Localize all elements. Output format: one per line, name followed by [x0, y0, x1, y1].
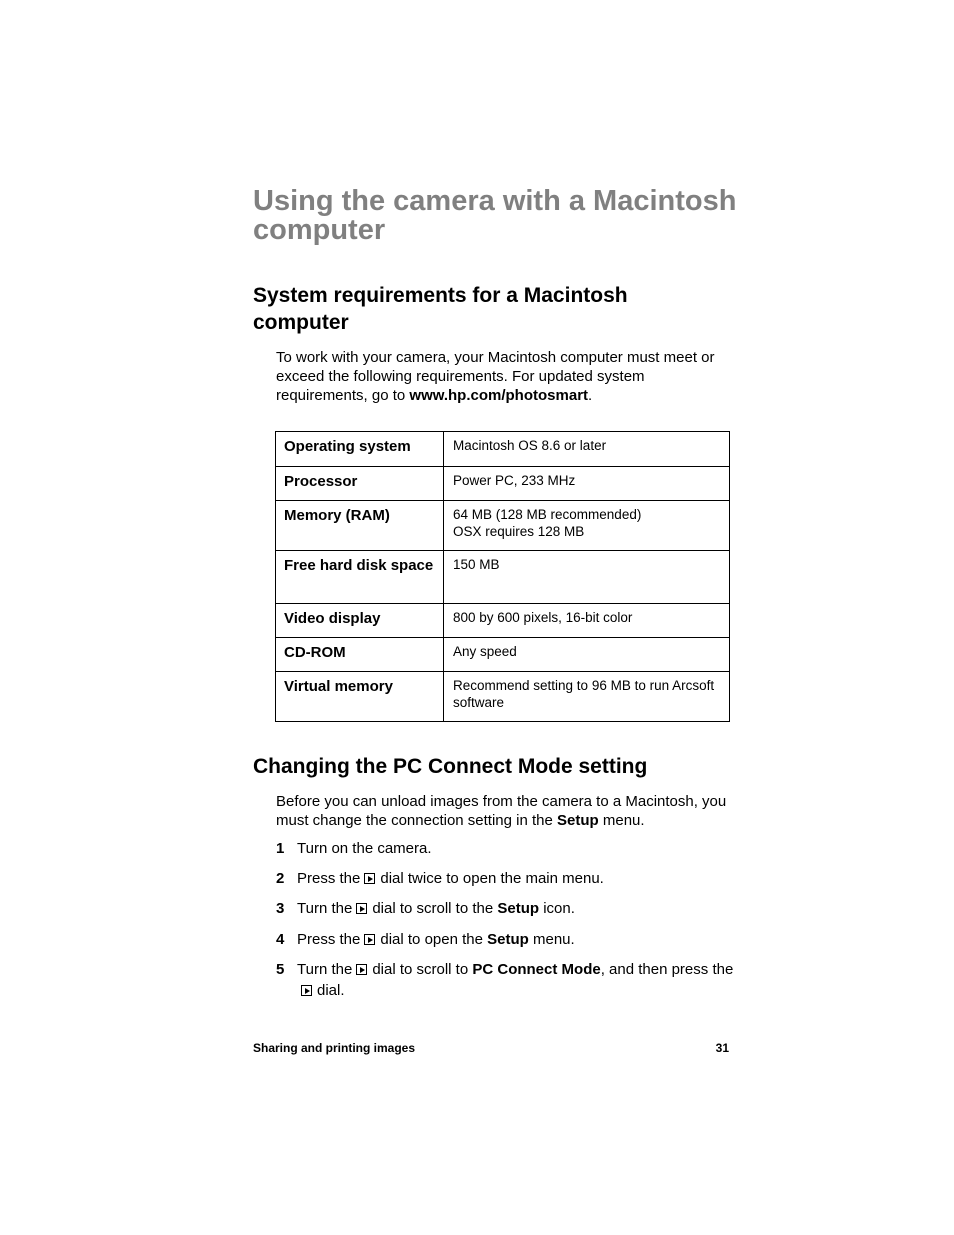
- system-requirements-intro: To work with your camera, your Macintosh computer must meet or exceed the following requirements. For updated system requirements, go to www.hp.com/photosmart.: [276, 349, 715, 404]
- requirement-label: Video display: [276, 604, 444, 638]
- page-title: Using the camera with a Macintosh computer: [253, 185, 737, 246]
- page-number: 31: [715, 1041, 729, 1055]
- requirement-label: Free hard disk space: [276, 551, 444, 604]
- requirements-table: [275, 431, 730, 722]
- requirement-value: 64 MB (128 MB recommended) OSX requires 128 MB: [444, 501, 730, 551]
- play-dial-icon: [356, 903, 367, 914]
- requirement-value: Macintosh OS 8.6 or later: [444, 432, 730, 467]
- step-number: 1: [276, 840, 285, 857]
- step-text: Press the dial to open the Setup menu.: [297, 931, 575, 948]
- table-row: [276, 501, 730, 551]
- step-text: Turn the dial to scroll to PC Connect Mode, and then press thedial.: [297, 961, 734, 999]
- step-text: Press the dial twice to open the main menu.: [297, 870, 604, 887]
- requirement-value: Recommend setting to 96 MB to run Arcsoft software: [444, 672, 730, 722]
- step-text: Turn on the camera.: [297, 840, 432, 857]
- table-row: [276, 432, 730, 467]
- table-row: [276, 551, 730, 604]
- section-heading-pc-connect-mode: Changing the PC Connect Mode setting: [253, 755, 648, 778]
- requirement-value: Power PC, 233 MHz: [444, 467, 730, 501]
- requirement-value: 150 MB: [444, 551, 730, 604]
- step-number: 3: [276, 900, 285, 917]
- table-row: [276, 672, 730, 722]
- play-dial-icon: [301, 985, 312, 996]
- step-number: 2: [276, 870, 285, 887]
- play-dial-icon: [364, 873, 375, 884]
- requirement-label: Processor: [276, 467, 444, 501]
- footer-chapter-title: Sharing and printing images: [253, 1041, 416, 1055]
- play-dial-icon: [364, 934, 375, 945]
- play-dial-icon: [356, 964, 367, 975]
- requirement-value: 800 by 600 pixels, 16-bit color: [444, 604, 730, 638]
- photosmart-url: www.hp.com/photosmart: [409, 387, 589, 404]
- pc-connect-intro: Before you can unload images from the camera to a Macintosh, you must change the connection setting in the Setup menu.: [276, 793, 727, 829]
- requirement-value: Any speed: [444, 638, 730, 672]
- requirement-label: Virtual memory: [276, 672, 444, 722]
- requirement-label: Operating system: [276, 432, 444, 467]
- table-row: [276, 604, 730, 638]
- table-row: [276, 467, 730, 501]
- requirement-label: CD-ROM: [276, 638, 444, 672]
- step-number: 4: [276, 931, 285, 948]
- section-heading-system-requirements: System requirements for a Macintosh computer: [253, 284, 628, 334]
- step-text: Turn the dial to scroll to the Setup icon.: [297, 900, 575, 917]
- table-row: [276, 638, 730, 672]
- step-number: 5: [276, 961, 285, 978]
- requirement-label: Memory (RAM): [276, 501, 444, 551]
